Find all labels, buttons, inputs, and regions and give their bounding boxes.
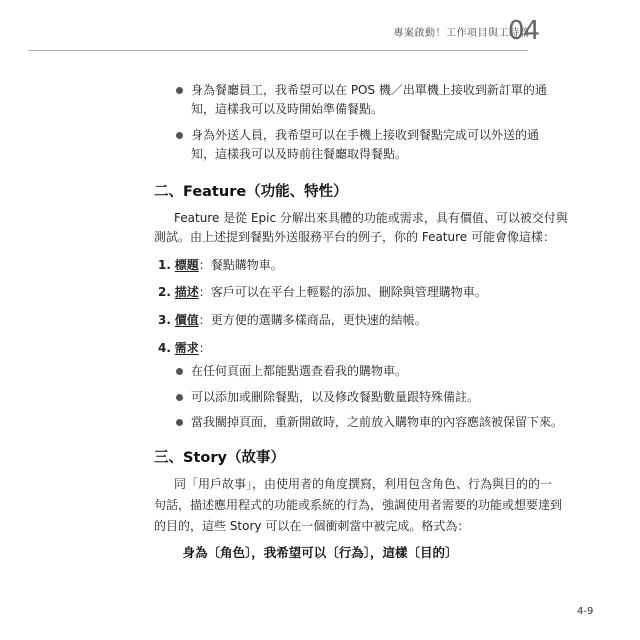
item-term: 描述	[174, 285, 199, 299]
item-text: ：	[198, 341, 211, 355]
section-heading-story: 三、Story（故事）	[154, 450, 285, 466]
bullet-text-continued: 知，這樣我可以及時開始準備餐點。	[191, 102, 384, 116]
story-paragraph-line-2: 句話，描述應用程式的功能或系統的行為，強調使用者需要的功能或想要達到	[154, 498, 563, 512]
item-term: 價值	[174, 313, 199, 327]
item-number: 2.	[158, 285, 171, 299]
bullet-dot	[176, 132, 183, 139]
bullet-dot	[176, 87, 183, 94]
page-number: 4-9	[577, 606, 594, 617]
running-header	[0, 14, 640, 54]
item-text: ：餐點購物車。	[198, 258, 283, 272]
item-number: 1.	[158, 258, 171, 272]
item-term: 需求	[174, 341, 199, 355]
feature-item-description	[158, 284, 487, 300]
need-item: 當我關掉頁面，重新開啟時，之前放入購物車的內容應該被保留下來。	[191, 415, 564, 429]
item-term: 標題	[174, 258, 199, 272]
bullet-dot	[176, 419, 183, 426]
bullet-dot	[176, 368, 183, 375]
story-format-formula: 身為〔角色〕，我希望可以〔行為〕，這樣〔目的〕	[182, 545, 458, 560]
feature-item-value	[158, 312, 427, 328]
bullet-text-continued: 知，這樣我可以及時前往餐廳取得餐點。	[191, 147, 408, 161]
item-number: 4.	[158, 341, 171, 355]
item-text: ：更方便的選購多樣商品，更快速的結帳。	[198, 313, 427, 327]
item-number: 3.	[158, 313, 171, 327]
feature-paragraph-line-2: 測試。由上述提到餐點外送服務平台的例子，你的 Feature 可能會像這樣：	[154, 230, 555, 244]
bullet-text: 身為餐廳員工，我希望可以在 POS 機／出單機上接收到新訂單的通	[191, 83, 547, 97]
item-text: ：客戶可以在平台上輕鬆的添加、刪除與管理購物車。	[198, 285, 487, 299]
header-rule	[28, 50, 528, 51]
need-item: 可以添加或刪除餐點，以及修改餐點數量跟特殊備註。	[191, 390, 480, 404]
story-paragraph-line-1: 同「用戶故事」，由使用者的角度撰寫，利用包含角色、行為與目的的一	[174, 477, 553, 491]
bullet-text: 身為外送人員，我希望可以在手機上接收到餐點完成可以外送的通	[191, 128, 540, 142]
story-paragraph-line-3: 的目的，這些 Story 可以在一個衝刺當中被完成。格式為：	[154, 519, 470, 533]
feature-item-title	[158, 257, 283, 273]
bullet-dot	[176, 394, 183, 401]
section-heading-feature: 二、Feature（功能、特性）	[154, 184, 348, 200]
feature-item-needs	[158, 340, 211, 356]
need-item: 在任何頁面上都能點選查看我的購物車。	[191, 364, 408, 378]
feature-paragraph-line-1: Feature 是從 Epic 分解出來具體的功能或需求，具有價值、可以被交付與	[174, 211, 568, 225]
running-header-title: 專案啟動！工作項目與工時篇	[393, 28, 530, 39]
chapter-number: 04	[508, 16, 540, 46]
